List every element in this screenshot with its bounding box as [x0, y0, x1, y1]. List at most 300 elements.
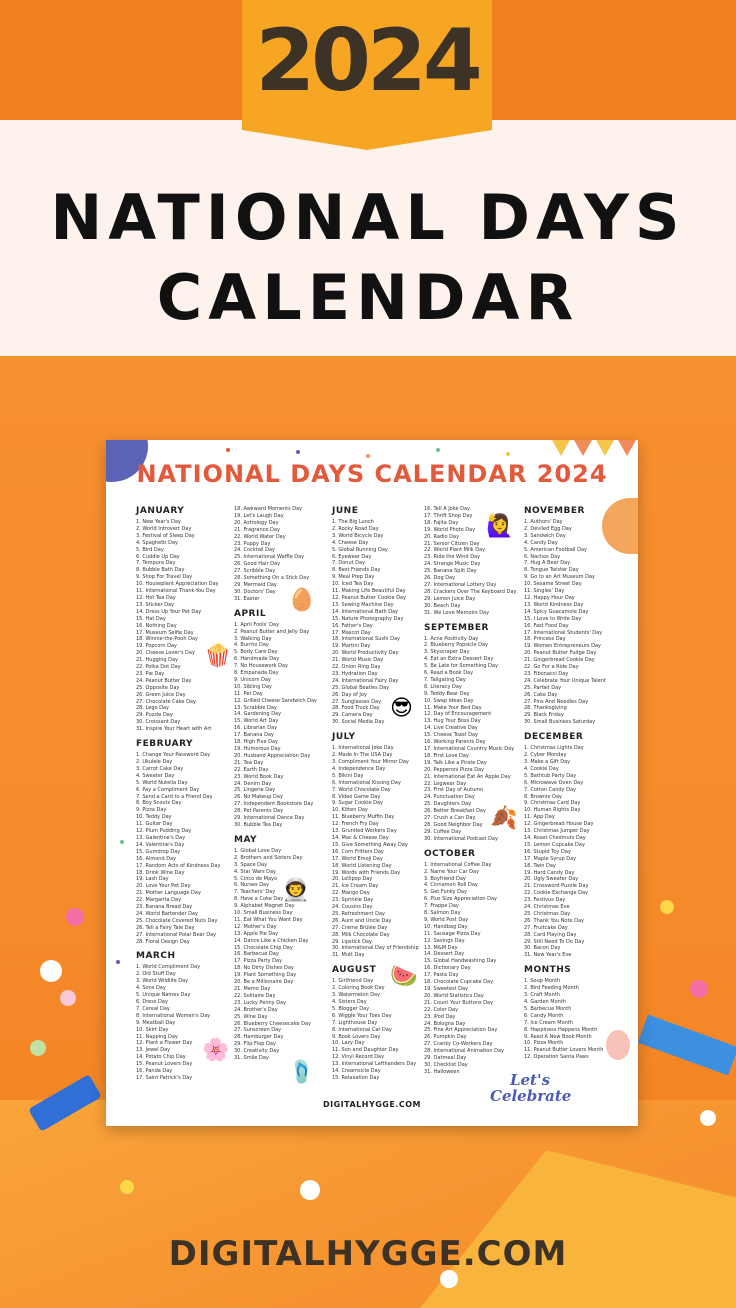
- day-entry: 20. Astrology Day: [234, 519, 279, 526]
- day-entry: 27. International Lottery Day: [424, 581, 497, 588]
- day-entry: 23. Lucky Penny Day: [234, 999, 287, 1006]
- day-entry: 31. We Love Memoirs Day: [424, 609, 490, 616]
- day-entry: 3. Compliment Your Mirror Day: [332, 759, 409, 765]
- day-entry: 24. Strange Music Day: [424, 561, 481, 568]
- day-entry: 3. Festival of Sleep Day: [136, 532, 195, 539]
- day-entry: 24. World Bartender Day: [136, 910, 198, 917]
- day-entry: 18. Princess Day: [524, 636, 566, 643]
- day-entry: 10. Small Business Day: [234, 910, 293, 917]
- day-entry: 12. Day of Encouragement: [424, 711, 492, 718]
- day-entry: 10. Lazy Day: [332, 1040, 365, 1047]
- day-entry: 15. Cheese Toast Day: [424, 732, 478, 739]
- day-entry: 3. Sandwich Day: [524, 532, 566, 539]
- day-entry: 17. Pasta Day: [424, 972, 459, 979]
- day-entry: 8. Have a Coke Day: [234, 896, 284, 903]
- month-heading: MAY: [234, 834, 258, 845]
- day-entry: 19. Plant Something Day: [234, 972, 297, 979]
- month-block: [424, 849, 520, 1076]
- day-entry: 1. Soup Month: [524, 978, 561, 985]
- day-entry: 14. Dress Up Your Pet Day: [136, 608, 202, 615]
- day-entry: 29. Puzzle Day: [136, 712, 173, 719]
- day-entry: 24. Denim Day: [234, 780, 272, 787]
- day-entry: 14. Dance Like a Chicken Day: [234, 937, 309, 944]
- confetti-dot: [120, 1180, 134, 1194]
- day-list: [332, 519, 428, 726]
- day-entry: 3. Make a Gift Day: [524, 759, 571, 765]
- day-entry: 31. Mutt Day: [332, 952, 365, 959]
- day-entry: 5. Get Funky Day: [424, 889, 467, 896]
- day-entry: 23. Puppy Day: [234, 540, 271, 547]
- day-entry: 20. World Statistics Day: [424, 992, 484, 999]
- flip-flops-icon: 🩴: [288, 1060, 316, 1085]
- day-entry: 26. Dog Day: [424, 575, 456, 582]
- day-entry: 1. Change Your Password Day: [136, 752, 211, 759]
- day-entry: 4. Spaghetti Day: [136, 539, 178, 546]
- day-entry: 21. Mother Language Day: [136, 890, 201, 897]
- day-entry: 2. Rocky Road Day: [332, 525, 379, 532]
- confetti-dot: [66, 908, 84, 926]
- day-entry: 27. International Polar Bear Day: [136, 931, 217, 938]
- day-entry: 23. Festivus Day: [524, 897, 566, 904]
- day-entry: 15. Chocolate Chip Day: [234, 944, 293, 951]
- day-entry: 23. Banana Bread Day: [136, 904, 193, 911]
- day-entry: 30. Bubble Tea Day: [234, 821, 283, 828]
- day-entry: 26. Blueberry Cheesecake Day: [234, 1020, 311, 1027]
- day-entry: 24. Cocktail Day: [234, 547, 276, 554]
- day-entry: 6. International Kissing Day: [332, 779, 401, 786]
- day-list: [136, 519, 232, 733]
- day-entry: 13. Hug Your Boss Day: [424, 718, 481, 725]
- day-entry: 20. Pepperoni Pizza Day: [424, 766, 485, 773]
- day-entry: 12. Savings Day: [424, 937, 465, 944]
- day-entry: 3. Space Day: [234, 861, 268, 868]
- day-entry: 6. Handmade Day: [234, 656, 280, 663]
- month-heading: AUGUST: [332, 965, 377, 976]
- day-entry: 4. Cinnamon Roll Day: [424, 882, 478, 889]
- day-entry: 20. Peanut Butter Fudge Day: [524, 650, 597, 657]
- day-entry: 1. Global Love Day: [234, 847, 282, 854]
- day-entry: 12. Mother's Day: [234, 923, 277, 930]
- month-block: [234, 835, 330, 1062]
- day-entry: 12. Happy Hour Day: [524, 594, 575, 601]
- day-entry: 16. Nothing Day: [136, 622, 177, 629]
- day-entry: 26. Day of Joy: [332, 691, 367, 698]
- day-entry: 28. Something On a Stick Day: [234, 575, 310, 582]
- day-entry: 5. Bird Day: [136, 546, 164, 553]
- day-entry: 4. Sons Day: [136, 985, 166, 992]
- day-entry: 26. Pumpkin Day: [424, 1034, 467, 1041]
- day-entry: 4. Sisters Day: [332, 999, 367, 1005]
- day-entry: 19. Hard Candy Day: [524, 869, 575, 876]
- day-entry: 9. Book Lovers Day: [332, 1033, 381, 1040]
- day-entry: 21. Senior Citizen Day: [424, 540, 480, 547]
- day-entry: 13. International Lefthanders Day: [332, 1061, 417, 1068]
- day-entry: 24. International Fairy Day: [332, 677, 399, 684]
- day-entry: 16. Fast Food Day: [524, 622, 569, 629]
- day-entry: 12. Vinyl Record Day: [332, 1054, 385, 1061]
- day-entry: 3. World Wildlife Day: [136, 978, 189, 985]
- day-entry: 16. Librarian Day: [234, 725, 278, 732]
- day-entry: 3. Watermelon Day: [332, 992, 381, 999]
- day-entry: 24. Bologna Day: [424, 1020, 466, 1027]
- page-title-line-2: CALENDAR: [156, 261, 580, 334]
- day-entry: 14. Gardening Day: [234, 711, 282, 718]
- sprinkle-dot: [366, 454, 370, 458]
- day-entry: 18. Twin Day: [524, 862, 556, 869]
- day-entry: 1. World Compliment Day: [136, 964, 201, 971]
- day-entry: 14. Spicy Guacamole Day: [524, 608, 589, 615]
- day-entry: 13. World Kindness Day: [524, 601, 584, 608]
- day-entry: 30. Social Media Day: [332, 719, 385, 726]
- day-list: [136, 964, 232, 1081]
- day-entry: 11. Eat What You Want Day: [234, 916, 303, 923]
- confetti-dot: [300, 1180, 320, 1200]
- day-entry: 28. Milk Chocolate Day: [332, 931, 390, 938]
- day-entry: 26. Thank You Note Day: [524, 917, 584, 924]
- day-entry: 5. American Football Day: [524, 546, 587, 553]
- day-entry: 14. Valentine's Day: [136, 841, 185, 848]
- day-entry: 2. World Introvert Day: [136, 525, 192, 532]
- day-entry: 6. Wiggle Your Toes Day: [332, 1012, 392, 1019]
- day-entry: 20. World Productivity Day: [332, 650, 399, 657]
- day-entry: 2. Brothers and Sisters Day: [234, 854, 303, 861]
- day-entry: 13. Sewing Machine Day: [332, 601, 394, 608]
- day-entry: 6. Nachos Day: [524, 553, 561, 560]
- day-entry: 11. Making Life Beautiful Day: [332, 588, 406, 595]
- month-block: [234, 609, 330, 829]
- sprinkle-dot: [116, 960, 120, 964]
- day-entry: 8. Happiness Happens Month: [524, 1026, 598, 1033]
- day-entry: 27. Scribble Day: [234, 568, 276, 575]
- day-entry: 27. Cranky Co-Workers Day: [424, 1041, 493, 1048]
- day-entry: 9. Meatball Day: [136, 1019, 176, 1026]
- month-heading: MONTHS: [524, 965, 572, 976]
- day-entry: 22. Margarita Day: [136, 897, 182, 904]
- day-entry: 1. April Fools' Day: [234, 621, 280, 628]
- day-entry: 1. International Coffee Day: [424, 861, 492, 868]
- day-entry: 5. Bathtub Party Day: [524, 772, 577, 779]
- day-entry: 8. Salmon Day: [424, 910, 461, 917]
- day-entry: 16. Panda Day: [136, 1068, 173, 1075]
- day-entry: 28. Card Playing Day: [524, 931, 577, 938]
- day-entry: 12. Plum Pudding Day: [136, 828, 192, 835]
- day-entry: 27. Independent Bookstore Day: [234, 801, 314, 808]
- day-entry: 4. Candy Day: [524, 539, 558, 546]
- day-entry: 11. Make Your Bed Day: [424, 704, 482, 711]
- day-entry: 7. Hug A Bear Day: [524, 560, 571, 567]
- day-entry: 17. International Country Music Day: [424, 746, 515, 752]
- day-entry: 5. Be Late for Something Day: [424, 663, 498, 670]
- day-entry: 23. Hydration Day: [332, 670, 378, 677]
- day-entry: 14. Live Creative Day: [424, 725, 478, 732]
- day-entry: 19. Words with Friends Day: [332, 869, 401, 876]
- day-entry: 13. Scrabble Day: [234, 704, 277, 711]
- day-entry: 2. Coloring Book Day: [332, 985, 385, 992]
- day-entry: 2. Ukulele Day: [136, 759, 173, 765]
- day-entry: 30. Bacon Day: [524, 945, 561, 952]
- day-entry: 22. Onion Ring Day: [332, 664, 381, 671]
- day-entry: 8. International Women's Day: [136, 1012, 211, 1019]
- watermelon-icon: 🍉: [390, 964, 418, 989]
- day-entry: 1. Acne Positivity Day: [424, 635, 479, 642]
- day-entry: 14. Roast Chestnuts Day: [524, 834, 586, 841]
- day-entry: 22. Cookie Exchange Day: [524, 890, 588, 897]
- day-entry: 11. Guitar Day: [136, 821, 173, 828]
- day-entry: 12. Peanut Butter Cookie Day: [332, 594, 407, 601]
- month-block: [524, 965, 620, 1061]
- day-entry: 2. Blueberry Popsicle Day: [424, 642, 488, 649]
- day-entry: 8. Brownie Day: [524, 793, 562, 800]
- month-heading: MARCH: [136, 951, 176, 962]
- calendar-column-4: [424, 506, 520, 1076]
- day-entry: 13. Gruntled Workers Day: [332, 828, 397, 835]
- day-entry: 19. Women Entrepreneurs Day: [524, 643, 601, 650]
- day-entry: 15. World Art Day: [234, 718, 279, 725]
- day-entry: 26. No Makeup Day: [234, 794, 283, 801]
- day-entry: 11. Napping Day: [136, 1033, 178, 1040]
- day-entry: 6. Cuddle Up Day: [136, 553, 180, 560]
- day-entry: 9. World Post Day: [424, 916, 469, 923]
- day-entry: 10. Human Rights Day: [524, 807, 581, 814]
- day-entry: 18. First Love Day: [424, 752, 469, 759]
- month-heading: FEBRUARY: [136, 739, 194, 750]
- day-entry: 1. Christmas Lights Day: [524, 745, 584, 752]
- day-entry: 11. Peanut Butter Lovers Month: [524, 1047, 604, 1054]
- day-list: [136, 752, 232, 945]
- day-entry: 25. Refreshment Day: [332, 910, 385, 917]
- day-entry: 30. International Podcast Day: [424, 835, 498, 842]
- day-entry: 9. Shop For Travel Day: [136, 574, 193, 581]
- sprinkle-dot: [120, 840, 124, 844]
- day-entry: 27. Crème Brûlée Day: [332, 924, 388, 931]
- day-entry: 11. Singles' Day: [524, 588, 565, 595]
- day-entry: 3. Carrot Cake Day: [136, 765, 184, 772]
- day-entry: 28. Pet Parents Day: [234, 808, 284, 815]
- month-block: [332, 732, 428, 959]
- day-entry: 16. Stupid Toy Day: [524, 848, 571, 855]
- day-entry: 16. Corn Fritters Day: [332, 848, 384, 855]
- month-block: [136, 739, 232, 945]
- calendar-column-1: [136, 500, 232, 1082]
- day-entry: 24. Cousins Day: [332, 904, 373, 911]
- day-entry: 28. Lego Day: [136, 705, 170, 712]
- calendar-column-2: [234, 506, 330, 1062]
- day-entry: 6. Read a Book Day: [424, 670, 474, 677]
- day-entry: 2. Made In The USA Day: [332, 752, 393, 759]
- day-entry: 15. Relaxation Day: [332, 1074, 380, 1081]
- day-entry: 3. Craft Month: [524, 992, 560, 999]
- day-entry: 10. Pizza Month: [524, 1040, 564, 1047]
- day-entry: 7. Send a Card to a Friend Day: [136, 793, 213, 800]
- day-entry: 31. Inspire Your Heart with Art: [136, 726, 212, 733]
- month-heading: OCTOBER: [424, 848, 476, 859]
- calendar-column-3: [332, 500, 428, 1082]
- day-entry: 4. Independence Day: [332, 765, 386, 772]
- day-entry: 10. Iced Tea Day: [332, 581, 374, 588]
- day-entry: 19. Humorous Day: [234, 746, 281, 752]
- day-entry: 10. Kitten Day: [332, 807, 368, 814]
- day-entry: 19. Popcorn Day: [136, 643, 178, 650]
- day-entry: 29. Mermaid Day: [234, 581, 277, 588]
- day-entry: 17. International Students' Day: [524, 629, 603, 636]
- day-entry: 2. Old Stuff Day: [136, 971, 176, 978]
- day-entry: 9. Alphabet Magnet Day: [234, 903, 295, 910]
- day-entry: 23. iPod Day: [424, 1013, 456, 1020]
- day-entry: 15. I Love to Write Day: [524, 615, 582, 622]
- day-entry: 29. Lemon Juice Day: [424, 595, 476, 602]
- day-entry: 29. International Dance Day: [234, 815, 305, 822]
- day-entry: 5. Body Care Day: [234, 649, 278, 656]
- confetti-dot: [60, 990, 76, 1006]
- day-entry: 9. Sugar Cookie Day: [332, 800, 384, 807]
- day-entry: 8. Best Friends Day: [332, 567, 381, 574]
- day-entry: 25. Opposite Day: [136, 684, 180, 691]
- day-entry: 8. Bubble Bath Day: [136, 567, 185, 574]
- day-entry: 16. Almond Day: [136, 855, 177, 862]
- day-entry: 16. Barbecue Day: [234, 951, 279, 958]
- day-entry: 22. Legwear Day: [424, 780, 467, 787]
- day-entry: 29. Still Need To Do Day: [524, 938, 585, 945]
- day-entry: 15. Peanut Lovers Day: [136, 1061, 193, 1068]
- day-entry: 17. Banana Day: [234, 732, 274, 739]
- day-entry: 14. Potato Chip Day: [136, 1054, 186, 1061]
- day-entry: 31. New Year's Eve: [524, 952, 572, 959]
- day-entry: 10. Handbag Day: [424, 923, 468, 930]
- day-entry: 4. Star Wars Day: [234, 868, 277, 875]
- day-entry: 25. Fine Art Appreciation Day: [424, 1027, 498, 1034]
- day-entry: 30. Checklist Day: [424, 1061, 468, 1068]
- calendar-sheet: [106, 440, 638, 1126]
- day-entry: 20. Ugly Sweater Day: [524, 876, 579, 883]
- month-heading: JANUARY: [136, 506, 185, 516]
- day-entry: 10. Skirt Day: [136, 1026, 169, 1033]
- day-entry: 21. Fragrance Day: [234, 526, 280, 533]
- day-entry: 17. Thrift Shop Day: [424, 512, 473, 519]
- day-entry: 15. Global Handwashing Day: [424, 958, 497, 965]
- day-entry: 21. Gingerbread Cookie Day: [524, 657, 595, 664]
- day-entry: 22. World Plant Milk Day: [424, 547, 486, 554]
- month-heading: SEPTEMBER: [424, 622, 489, 633]
- day-entry: 4. Eat an Extra Dessert Day: [424, 656, 494, 663]
- day-entry: 18. No Dirty Dishes Day: [234, 965, 294, 972]
- day-entry: 20. Radio Day: [424, 533, 460, 540]
- day-entry: 21. Crossword Puzzle Day: [524, 883, 589, 890]
- day-entry: 7. Ice Cream Month: [524, 1019, 573, 1026]
- day-list: [524, 978, 620, 1061]
- day-entry: 8. Literacy Day: [424, 683, 462, 690]
- day-entry: 9. Unicorn Day: [234, 676, 271, 683]
- day-entry: 25. Daughters Day: [424, 801, 472, 808]
- confetti-dot: [660, 900, 674, 914]
- day-entry: 7. Cereal Day: [136, 1005, 170, 1012]
- day-list: [332, 978, 428, 1082]
- day-entry: 22. Go For a Ride Day: [524, 664, 579, 671]
- day-entry: 30. Creativity Day: [234, 1048, 280, 1055]
- day-entry: 21. Hugging Day: [136, 657, 179, 664]
- day-entry: 1. Girlfriend Day: [332, 978, 374, 985]
- day-entry: 9. Christmas Card Day: [524, 800, 581, 807]
- day-entry: 19. Talk Like a Pirate Day: [424, 759, 487, 766]
- day-entry: 25. Lingerie Day: [234, 787, 276, 794]
- month-block: [524, 732, 620, 959]
- day-entry: 17. Museum Selfie Day: [136, 629, 194, 636]
- day-entry: 13. Christmas Jumper Day: [524, 828, 590, 835]
- day-entry: 17. Random Acts of Kindness Day: [136, 862, 221, 869]
- day-entry: 25. Christmas Day: [524, 910, 571, 917]
- confetti-dot: [40, 960, 62, 982]
- day-entry: 16. Tell A Joke Day: [424, 506, 470, 512]
- day-entry: 10. Sesame Street Day: [524, 581, 582, 588]
- day-entry: 8. Tongue Twister Day: [524, 567, 579, 574]
- day-entry: 29. Lipstick Day: [332, 938, 372, 945]
- day-entry: 24. Peanut Butter Day: [136, 677, 192, 684]
- calendar-column-5: [524, 500, 620, 1061]
- day-entry: 8. Boy Scouts Day: [136, 800, 182, 807]
- day-entry: 12. French Fry Day: [332, 821, 379, 828]
- day-entry: 26. Better Breakfast Day: [424, 808, 486, 815]
- day-list: [524, 745, 620, 959]
- day-entry: 23. Pie Day: [136, 670, 165, 677]
- day-entry: 27. Chocolate Cake Day: [136, 698, 196, 705]
- day-list: [424, 862, 520, 1076]
- day-entry: 31. Smile Day: [234, 1055, 269, 1062]
- day-entry: 25. Chocolate Covered Nuts Day: [136, 917, 218, 924]
- sprinkle-dot: [296, 450, 300, 454]
- month-heading: DECEMBER: [524, 732, 584, 743]
- celebrate-text: Celebrate: [490, 1087, 572, 1105]
- day-entry: 30. Small Business Saturday: [524, 719, 596, 726]
- day-entry: 4. Cookie Day: [524, 765, 559, 772]
- day-list: [332, 745, 428, 959]
- day-entry: 22. Earth Day: [234, 766, 269, 773]
- day-entry: 11. Sausage Pizza Day: [424, 930, 481, 937]
- day-entry: 28. Food Truck Day: [332, 705, 380, 712]
- day-entry: 11. App Day: [524, 814, 555, 821]
- day-entry: 18. Chocolate Cupcake Day: [424, 979, 494, 986]
- day-entry: 6. Candy Month: [524, 1012, 564, 1019]
- month-block: [524, 506, 620, 726]
- day-entry: 18. International Sushi Day: [332, 636, 401, 643]
- day-entry: 25. International Waffle Day: [234, 554, 305, 561]
- day-entry: 2. Peanut Butter and Jelly Day: [234, 628, 310, 635]
- day-entry: 7. Tempura Day: [136, 560, 176, 567]
- day-entry: 6. Pay a Compliment Day: [136, 786, 200, 793]
- day-entry: 21. International Eat An Apple Day: [424, 773, 511, 780]
- day-entry: 1. Authors' Day: [524, 519, 563, 525]
- page-title-line-1: NATIONAL DAYS: [50, 181, 686, 254]
- day-entry: 26. Green Juice Day: [136, 691, 186, 698]
- day-entry: 18. Awkward Moments Day: [234, 506, 303, 512]
- day-entry: 13. M&M Day: [424, 944, 458, 951]
- day-entry: 30. Beach Day: [424, 602, 461, 609]
- day-entry: 1. International Joke Day: [332, 745, 394, 752]
- day-entry: 18. World Listening Day: [332, 862, 392, 869]
- day-entry: 12. Hot Tea Day: [136, 594, 176, 601]
- day-entry: 22. Polka Dot Day: [136, 664, 181, 671]
- day-entry: 11. Son and Daughter Day: [332, 1047, 399, 1054]
- day-entry: 3. Skyscraper Day: [424, 649, 470, 656]
- day-entry: 21. Count Your Buttons Day: [424, 999, 494, 1006]
- day-entry: 12. Plant a Flower Day: [136, 1040, 193, 1047]
- day-entry: 14. International Bath Day: [332, 608, 399, 615]
- day-entry: 9. Read A New Book Month: [524, 1033, 592, 1040]
- day-entry: 6. Nurses Day: [234, 882, 270, 889]
- day-entry: 18. High Five Day: [234, 739, 279, 746]
- day-list: [524, 519, 620, 726]
- day-entry: 6. Eyewear Day: [332, 553, 372, 560]
- day-entry: 20. Husband Appreciation Day: [234, 752, 311, 759]
- day-entry: 15. Hat Day: [136, 615, 166, 622]
